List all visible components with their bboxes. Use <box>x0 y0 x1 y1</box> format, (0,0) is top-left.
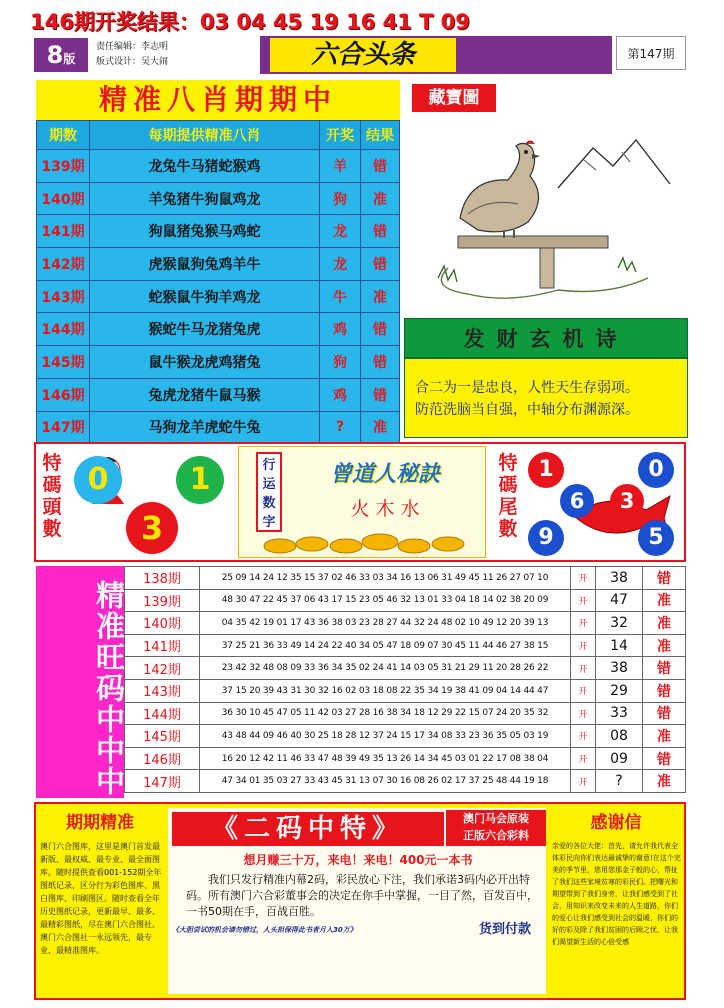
banner-side-line-2: 正版六合彩料 <box>463 829 529 842</box>
row-result: 错 <box>361 346 400 379</box>
row-period: 146期 <box>37 378 90 411</box>
col-signs: 每期提供精准八肖 <box>90 121 320 150</box>
row-draw: 狗 <box>320 182 361 215</box>
row-signs: 蛇猴鼠牛狗羊鸡龙 <box>90 280 320 313</box>
tail-ball-1: 0 <box>638 452 674 488</box>
col-draw: 开奖 <box>320 121 361 150</box>
row-period: 147期 <box>125 770 200 793</box>
row-result: 错 <box>361 378 400 411</box>
banner-side-text <box>446 810 546 846</box>
head-ball-0: 0 <box>74 456 122 504</box>
row-result: 错 <box>643 657 686 680</box>
two-code-banner: 《二码中特》 <box>172 812 444 846</box>
row-period: 140期 <box>37 182 90 215</box>
row-result: 错 <box>643 747 686 770</box>
row-period: 143期 <box>37 280 90 313</box>
editor-line: 责任编辑：李志明 <box>96 42 169 52</box>
row-result: 错 <box>361 248 400 281</box>
banner-side-line-1: 澳门马会原装 <box>463 812 529 825</box>
secret-formula-title: 曾道人秘訣 <box>329 462 440 487</box>
col-period: 期数 <box>37 121 90 150</box>
row-period: 145期 <box>125 725 200 748</box>
poem-line-2: 防范洗脑当自强，中轴分布渊源深。 <box>415 402 639 418</box>
editor-credits <box>96 40 256 72</box>
row-result: 准 <box>643 612 686 635</box>
row-value: 14 <box>596 634 643 657</box>
head-ball-1: 1 <box>176 456 224 504</box>
row-value: 33 <box>596 702 643 725</box>
row-numbers: 16 20 12 42 11 46 33 47 48 39 49 35 13 26 14 34 45 03 01 22 17 08 38 04 <box>200 747 571 770</box>
five-elements: 火 木 水 <box>350 498 420 520</box>
row-period: 142期 <box>125 657 200 680</box>
row-numbers: 23 42 32 48 08 09 33 36 34 35 02 24 41 14 03 05 31 21 29 11 20 28 26 22 <box>200 657 571 680</box>
issue-number: 第147期 <box>616 36 686 70</box>
row-result: 准 <box>643 589 686 612</box>
table-row <box>125 702 686 725</box>
row-numbers: 25 09 14 24 12 35 15 37 02 46 33 03 34 16 13 06 31 49 45 11 26 27 07 10 <box>200 567 571 590</box>
table-row <box>37 215 400 248</box>
table-row <box>125 567 686 590</box>
row-value: 38 <box>596 567 643 590</box>
left-ad-text: 澳门六合图库，这里是澳门首发最新版、最权威、最专业、最全面图库。随时提供查看001-152期全年图纸记录，区分行为彩色图库、黑白图库、印刷图区。随时查看全年历史图纸记录，更新最早、最多、最精彩图纸，尽在澳门六合图社。澳门六合图社一永远领先，最专业、最精准图库。 <box>40 842 162 955</box>
row-draw: ? <box>320 411 361 444</box>
row-value: 32 <box>596 612 643 635</box>
head-digit-label: 特碼頭數 <box>42 452 62 540</box>
zodiac-title: 精准八肖期期中 <box>98 83 337 116</box>
table-row <box>125 612 686 635</box>
zodiac-title-bar <box>36 80 400 120</box>
table-row <box>37 182 400 215</box>
row-signs: 虎猴鼠狗兔鸡羊牛 <box>90 248 320 281</box>
row-value: 08 <box>596 725 643 748</box>
row-value: 09 <box>596 747 643 770</box>
row-period: 139期 <box>125 589 200 612</box>
row-numbers: 47 34 01 35 03 27 33 43 45 31 13 07 30 16 08 26 02 17 37 25 48 44 19 18 <box>200 770 571 793</box>
row-numbers: 48 30 47 22 45 37 06 43 17 15 23 05 46 32 13 01 33 04 18 14 02 38 20 09 <box>200 589 571 612</box>
row-period: 138期 <box>125 567 200 590</box>
designer-line: 版式设计：吴大闹 <box>96 57 169 67</box>
table-row <box>125 770 686 793</box>
row-draw: 狗 <box>320 346 361 379</box>
row-period: 144期 <box>37 313 90 346</box>
tail-ball-2: 6 <box>560 484 594 518</box>
row-value: ? <box>596 770 643 793</box>
row-open-label: 开 <box>571 567 596 590</box>
row-numbers: 36 30 10 45 47 05 11 42 03 27 28 16 38 34 18 12 29 22 15 07 24 20 35 32 <box>200 702 571 725</box>
treasure-map-tag: 藏寶圖 <box>412 84 496 112</box>
row-result: 错 <box>361 215 400 248</box>
row-signs: 鼠牛猴龙虎鸡猪兔 <box>90 346 320 379</box>
row-period: 143期 <box>125 679 200 702</box>
left-ad-title: 期期精准 <box>66 813 134 833</box>
table-row <box>125 589 686 612</box>
thank-you-letter-text: 亲爱的各位大佬：首先，请允许我代表全体彩民向你们表达最诚挚的谢意!在这个完美的季节里，您用您那金子般的心，帮扯了我们这些家境贫寒的彩民们。把曙光和期望带到了我们身旁，让我们感受到了社会，用知识来改变未来的人生道路，你们的爱心让我们感受到社会的温暖，你们的好的彩及除了我们贫困的后顾之忧，让我们渴望新生活的心倍受感 <box>552 842 681 946</box>
page-version-badge <box>34 38 88 72</box>
zodiac-table <box>36 120 400 444</box>
row-period: 144期 <box>125 702 200 725</box>
row-numbers: 04 35 42 19 01 17 43 36 38 03 23 28 27 44 32 24 48 02 10 49 12 20 39 13 <box>200 612 571 635</box>
tail-ball-0: 1 <box>528 452 564 488</box>
row-result: 错 <box>643 567 686 590</box>
table-row <box>125 657 686 680</box>
poem-title: 发财玄机诗 <box>404 318 688 358</box>
row-period: 146期 <box>125 747 200 770</box>
row-result: 准 <box>361 182 400 215</box>
row-open-label: 开 <box>571 725 596 748</box>
row-draw: 牛 <box>320 280 361 313</box>
table-row <box>125 679 686 702</box>
ad-foot-note: 《大胆尝试的机会请勿错过，人头担保得此书者月入30万》 <box>172 926 357 934</box>
zodiac-header-row <box>37 121 400 150</box>
tail-ball-3: 3 <box>610 484 644 518</box>
col-result: 结果 <box>361 121 400 150</box>
row-period: 141期 <box>125 634 200 657</box>
row-value: 38 <box>596 657 643 680</box>
table-row <box>37 280 400 313</box>
table-row <box>125 634 686 657</box>
row-period: 147期 <box>37 411 90 444</box>
table-row <box>37 313 400 346</box>
version-number: 8 <box>46 41 64 69</box>
row-signs: 羊兔猪牛狗鼠鸡龙 <box>90 182 320 215</box>
table-row <box>37 150 400 183</box>
row-result: 准 <box>643 770 686 793</box>
row-result: 准 <box>643 634 686 657</box>
poem-body <box>404 358 688 438</box>
row-open-label: 开 <box>571 634 596 657</box>
row-numbers: 37 25 21 36 33 49 14 24 22 40 34 05 47 18 09 07 30 45 11 44 46 27 38 15 <box>200 634 571 657</box>
row-signs: 狗鼠猪兔猴马鸡蛇 <box>90 215 320 248</box>
tail-ball-5: 5 <box>638 520 674 556</box>
table-row <box>37 411 400 444</box>
row-period: 139期 <box>37 150 90 183</box>
row-open-label: 开 <box>571 770 596 793</box>
ad-body-text: 我们只发行精准内幕2码，彩民放心下注，我们承诺3码内必开出特码。所有澳门六合彩董事会的决定在你手中掌握，一目了然，百发百中，一书50期在手，百战百胜。 <box>186 873 538 918</box>
row-result: 错 <box>361 150 400 183</box>
row-period: 140期 <box>125 612 200 635</box>
table-row <box>37 346 400 379</box>
table-row <box>125 725 686 748</box>
thank-you-letter-title: 感谢信 <box>590 813 642 833</box>
row-result: 错 <box>643 679 686 702</box>
row-draw: 鸡 <box>320 378 361 411</box>
ad-slogan: 想月赚三十万，来电！来电！400元一本书 <box>243 853 473 867</box>
table-row <box>37 248 400 281</box>
cash-on-delivery-label: 货到付款 <box>478 922 531 937</box>
row-result: 准 <box>643 725 686 748</box>
row-open-label: 开 <box>571 589 596 612</box>
tail-ball-4: 9 <box>528 520 564 556</box>
table-row <box>37 378 400 411</box>
hot-numbers-title: 精准旺码中中中 <box>36 566 124 798</box>
row-numbers: 43 48 44 09 46 40 30 25 18 28 12 37 24 15 17 34 08 33 23 36 35 05 03 19 <box>200 725 571 748</box>
draw-result-banner: 146期开奖结果：03 04 45 19 16 41 T 09 <box>30 10 470 34</box>
row-result: 错 <box>643 702 686 725</box>
tail-digit-label: 特碼尾數 <box>498 452 518 540</box>
row-signs: 猴蛇牛马龙猪兔虎 <box>90 313 320 346</box>
hot-numbers-table <box>124 566 686 793</box>
row-open-label: 开 <box>571 657 596 680</box>
row-numbers: 37 15 20 39 43 31 30 32 16 02 03 18 08 22 35 34 19 38 41 09 04 14 44 47 <box>200 679 571 702</box>
row-draw: 羊 <box>320 150 361 183</box>
row-value: 29 <box>596 679 643 702</box>
paper-title: 六合头条 <box>270 38 456 72</box>
table-row <box>125 747 686 770</box>
head-ball-2: 3 <box>126 502 178 554</box>
row-draw: 鸡 <box>320 313 361 346</box>
row-period: 141期 <box>37 215 90 248</box>
row-period: 142期 <box>37 248 90 281</box>
row-open-label: 开 <box>571 679 596 702</box>
row-open-label: 开 <box>571 702 596 725</box>
row-signs: 马狗龙羊虎蛇牛兔 <box>90 411 320 444</box>
gold-ingots-illustration <box>260 528 480 556</box>
row-period: 145期 <box>37 346 90 379</box>
row-open-label: 开 <box>571 612 596 635</box>
row-signs: 兔虎龙猪牛鼠马猴 <box>90 378 320 411</box>
row-draw: 龙 <box>320 248 361 281</box>
row-value: 47 <box>596 589 643 612</box>
rooster-illustration <box>408 118 688 314</box>
row-result: 准 <box>361 411 400 444</box>
poem-line-1: 合二为一是忠良，人性天生存弱项。 <box>415 380 639 396</box>
row-signs: 龙兔牛马猪蛇猴鸡 <box>90 150 320 183</box>
row-draw: 龙 <box>320 215 361 248</box>
row-result: 准 <box>361 280 400 313</box>
version-unit: 版 <box>63 52 76 66</box>
row-result: 错 <box>361 313 400 346</box>
lucky-digits-badge: 行运数字 <box>256 452 282 532</box>
row-open-label: 开 <box>571 747 596 770</box>
